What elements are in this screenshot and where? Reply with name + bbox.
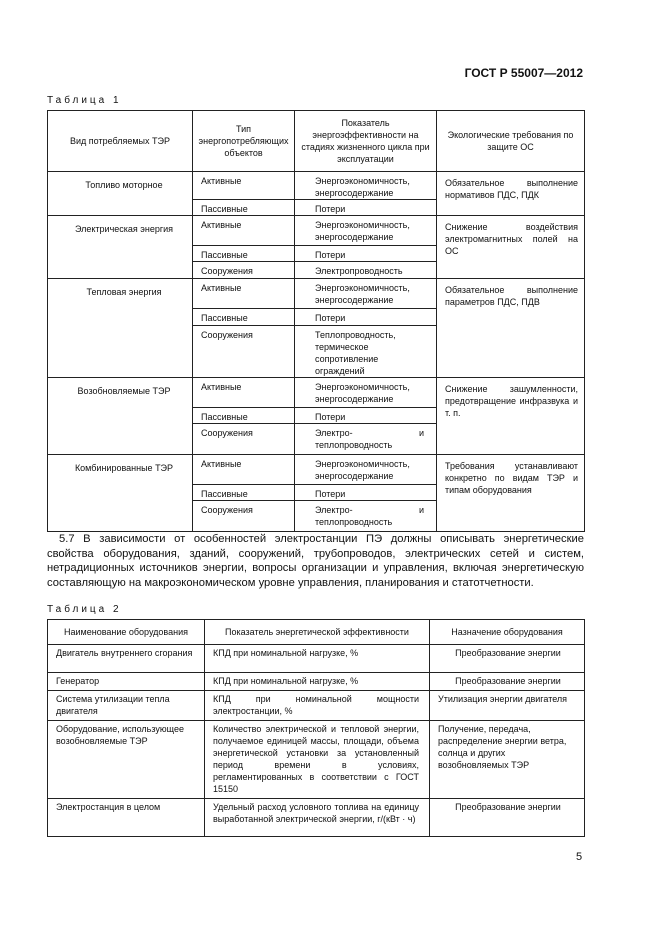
table1-type: Пассивные [193,408,295,424]
table1-header-type: Тип энергопотребляющих объектов [193,111,295,172]
table2-purpose: Преобразование энергии [430,673,585,691]
table2-purpose: Получение, передача, распределение энергии ветра, солнца и других возобновляемых ТЭР [430,721,585,799]
table1-indicator: Электропроводность [295,262,437,279]
table2-equipment: Двигатель внутреннего сгорания [48,645,205,673]
table1-type: Пассивные [193,309,295,326]
paragraph-text: 5.7 В зависимости от особенностей электростанции ПЭ должны описывать энергетические свойства оборудования, зданий, сооружений, трубопроводов, электрических сетей и систем, нетрадиционных источников энергии, вопросы организации и управления, включая энергетическую составляющую на макроэкономическом уровне управления, планирования и статотчетности. [47,533,584,589]
table1-resource: Комбинированные ТЭР [48,455,193,532]
table1-header-eco: Экологические требования по защите ОС [437,111,585,172]
table1-indicator: Энергоэкономичность, энергосодержание [295,216,437,246]
table-1 [47,110,585,532]
table2-purpose: Утилизация энергии двигателя [430,691,585,721]
table1-type: Сооружения [193,424,295,455]
table1-eco: Снижение зашумленности, предотвращение инфразвука и т. п. [437,378,585,455]
table2-equipment: Оборудование, использующее возобновляемые ТЭР [48,721,205,799]
table1-resource: Электрическая энергия [48,216,193,279]
table1-indicator: Электро- и теплопроводность [295,424,437,455]
table1-indicator: Энергоэкономичность, энергосодержание [295,378,437,408]
table2-purpose: Преобразование энергии [430,645,585,673]
table2-header-equipment: Наименование оборудования [48,620,205,645]
table1-resource: Возобновляемые ТЭР [48,378,193,455]
table2-equipment: Генератор [48,673,205,691]
table1-eco: Обязательное выполнение нормативов ПДС, ПДК [437,172,585,216]
document-id: ГОСТ Р 55007—2012 [464,66,583,80]
table1-indicator: Энергоэкономичность, энергосодержание [295,172,437,200]
table1-type: Активные [193,378,295,408]
table1-indicator: Электро- и теплопроводность [295,501,437,532]
table1-type: Пассивные [193,246,295,262]
table1-type: Сооружения [193,326,295,378]
table1-type: Сооружения [193,262,295,279]
table1-type: Активные [193,172,295,200]
table1-type: Активные [193,216,295,246]
table2-header-purpose: Назначение оборудования [430,620,585,645]
table1-type: Сооружения [193,501,295,532]
table2-caption: Таблица 2 [47,604,122,615]
table2-indicator: Количество электрической и тепловой энергии, получаемое единицей массы, площади, объема энергетической установки за установленный период времени в условиях, регламентированных в соответствии с ГОСТ 15150 [205,721,430,799]
table1-type: Пассивные [193,200,295,216]
table2-indicator: Удельный расход условного топлива на единицу выработанной электрической энергии, г/(кВт · ч) [205,799,430,837]
table1-type: Активные [193,279,295,309]
table2-indicator: КПД при номинальной нагрузке, % [205,673,430,691]
table1-eco: Требования устанавливают конкретно по видам ТЭР и типам оборудования [437,455,585,532]
table2-header-indicator: Показатель энергетической эффективности [205,620,430,645]
paragraph-5-7 [47,532,584,590]
table1-indicator: Потери [295,485,437,501]
table1-indicator: Теплопроводность, термическое сопротивление ограждений [295,326,437,378]
table1-header-resource: Вид потребляемых ТЭР [48,111,193,172]
table1-indicator: Энергоэкономичность, энергосодержание [295,279,437,309]
table2-indicator: КПД при номинальной мощности электростанции, % [205,691,430,721]
table1-header-indicator: Показатель энергоэффективности на стадиях жизненного цикла при эксплуатации [295,111,437,172]
table1-type: Активные [193,455,295,485]
table1-indicator: Потери [295,309,437,326]
table2-indicator: КПД при номинальной нагрузке, % [205,645,430,673]
table1-eco: Обязательное выполнение параметров ПДС, ПДВ [437,279,585,378]
table1-indicator: Потери [295,408,437,424]
table1-type: Пассивные [193,485,295,501]
table2-purpose: Преобразование энергии [430,799,585,837]
table1-indicator: Энергоэкономичность, энергосодержание [295,455,437,485]
table-2 [47,619,585,837]
table1-indicator: Потери [295,246,437,262]
table1-resource: Топливо моторное [48,172,193,216]
table1-eco: Снижение воздействия электромагнитных полей на ОС [437,216,585,279]
page-number: 5 [576,851,583,863]
table1-caption: Таблица 1 [47,95,122,106]
table1-resource: Тепловая энергия [48,279,193,378]
table2-equipment: Электростанция в целом [48,799,205,837]
table1-indicator: Потери [295,200,437,216]
table2-equipment: Система утилизации тепла двигателя [48,691,205,721]
